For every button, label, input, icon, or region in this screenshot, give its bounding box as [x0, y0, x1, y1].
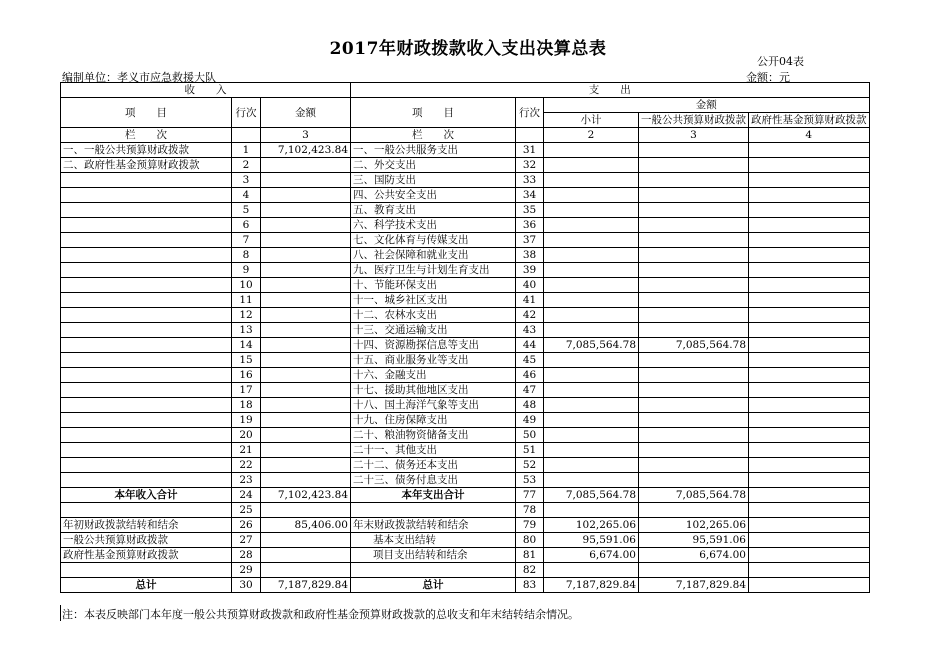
general-budget-cell	[639, 428, 749, 443]
gov-fund-cell	[749, 548, 870, 563]
income-item-cell	[61, 278, 232, 293]
income-amount-cell	[261, 458, 351, 473]
gov-fund-cell	[749, 563, 870, 578]
income-amount-cell	[261, 428, 351, 443]
expense-item-cell: 五、教育支出	[351, 203, 516, 218]
subtotal-cell	[544, 443, 639, 458]
general-budget-cell: 7,085,564.78	[639, 488, 749, 503]
income-item-cell: 本年收入合计	[61, 488, 232, 503]
income-line-cell: 8	[232, 248, 261, 263]
expense-item-cell: 年末财政拨款结转和结余	[351, 518, 516, 533]
income-line-cell: 15	[232, 353, 261, 368]
income-item-cell	[61, 203, 232, 218]
subtotal-cell	[544, 323, 639, 338]
col-index-3: 3	[261, 128, 351, 143]
income-amount-cell	[261, 548, 351, 563]
gov-fund-cell	[749, 383, 870, 398]
income-item-cell	[61, 263, 232, 278]
income-line-cell: 2	[232, 158, 261, 173]
income-amount-cell	[261, 203, 351, 218]
table-row	[61, 578, 870, 593]
table-row	[61, 353, 870, 368]
general-budget-cell	[639, 248, 749, 263]
table-row	[61, 323, 870, 338]
note-left-border	[60, 605, 61, 621]
expense-line-cell: 82	[516, 563, 544, 578]
expense-line-cell: 40	[516, 278, 544, 293]
subtotal-cell	[544, 188, 639, 203]
expense-item-cell: 二十、粮油物资储备支出	[351, 428, 516, 443]
general-budget-cell: 6,674.00	[639, 548, 749, 563]
income-item-cell	[61, 308, 232, 323]
income-amount-cell	[261, 233, 351, 248]
expense-line-cell: 32	[516, 158, 544, 173]
income-item-header: 项 目	[61, 98, 232, 128]
table-row	[61, 368, 870, 383]
expense-item-cell: 三、国防支出	[351, 173, 516, 188]
gov-fund-cell	[749, 188, 870, 203]
income-item-cell: 二、政府性基金预算财政拨款	[61, 158, 232, 173]
general-budget-cell	[639, 503, 749, 518]
subtotal-cell	[544, 353, 639, 368]
income-amount-cell	[261, 158, 351, 173]
income-amount-cell	[261, 383, 351, 398]
subtotal-cell	[544, 203, 639, 218]
income-item-cell	[61, 368, 232, 383]
income-item-cell	[61, 398, 232, 413]
subtotal-cell	[544, 473, 639, 488]
expense-col-label: 栏 次	[351, 128, 516, 143]
income-item-cell	[61, 338, 232, 353]
expense-item-cell: 二十三、债务付息支出	[351, 473, 516, 488]
table-row	[61, 248, 870, 263]
general-budget-cell	[639, 143, 749, 158]
income-line-cell: 18	[232, 398, 261, 413]
table-row	[61, 338, 870, 353]
general-budget-cell	[639, 233, 749, 248]
subtotal-cell	[544, 263, 639, 278]
expense-line-cell: 50	[516, 428, 544, 443]
income-item-cell	[61, 173, 232, 188]
table-row	[61, 518, 870, 533]
expense-line-cell: 35	[516, 203, 544, 218]
income-amount-cell	[261, 503, 351, 518]
expense-line-cell: 46	[516, 368, 544, 383]
footnote: 注：本表反映部门本年度一般公共预算财政拨款和政府性基金预算财政拨款的总收支和年末结转结余情况。	[62, 608, 579, 621]
income-line-cell: 30	[232, 578, 261, 593]
expense-item-cell: 九、医疗卫生与计划生育支出	[351, 263, 516, 278]
table-row	[61, 563, 870, 578]
table-row	[61, 383, 870, 398]
expense-item-cell: 一、一般公共服务支出	[351, 143, 516, 158]
income-amount-cell	[261, 413, 351, 428]
income-amount-cell	[261, 173, 351, 188]
income-line-cell: 24	[232, 488, 261, 503]
gov-fund-cell	[749, 293, 870, 308]
gov-fund-cell	[749, 308, 870, 323]
income-item-cell	[61, 413, 232, 428]
expense-item-cell	[351, 563, 516, 578]
general-budget-cell	[639, 293, 749, 308]
general-budget-cell	[639, 413, 749, 428]
general-budget-cell	[639, 203, 749, 218]
income-amount-cell	[261, 443, 351, 458]
gov-fund-cell	[749, 323, 870, 338]
expense-item-cell: 八、社会保障和就业支出	[351, 248, 516, 263]
income-line-cell: 21	[232, 443, 261, 458]
income-line-cell: 29	[232, 563, 261, 578]
subtotal-cell	[544, 218, 639, 233]
income-line-cell: 16	[232, 368, 261, 383]
income-line-cell: 17	[232, 383, 261, 398]
income-line-header: 行次	[232, 98, 261, 128]
income-amount-cell	[261, 248, 351, 263]
table-row	[61, 488, 870, 503]
subtotal-cell	[544, 143, 639, 158]
expense-item-cell: 本年支出合计	[351, 488, 516, 503]
gov-fund-cell	[749, 158, 870, 173]
expense-item-cell: 二十一、其他支出	[351, 443, 516, 458]
table-row	[61, 443, 870, 458]
expense-line-cell: 48	[516, 398, 544, 413]
income-item-cell: 总计	[61, 578, 232, 593]
gov-fund-cell	[749, 203, 870, 218]
gov-fund-cell	[749, 173, 870, 188]
general-budget-cell	[639, 443, 749, 458]
income-item-cell	[61, 323, 232, 338]
income-item-cell: 政府性基金预算财政拨款	[61, 548, 232, 563]
expense-line-cell: 43	[516, 323, 544, 338]
expense-item-cell: 十五、商业服务业等支出	[351, 353, 516, 368]
income-amount-cell	[261, 473, 351, 488]
income-amount-cell	[261, 188, 351, 203]
income-line-cell: 6	[232, 218, 261, 233]
subtotal-cell	[544, 368, 639, 383]
income-line-cell: 13	[232, 323, 261, 338]
income-line-cell: 26	[232, 518, 261, 533]
income-line-cell: 25	[232, 503, 261, 518]
general-budget-cell	[639, 323, 749, 338]
subtotal-cell	[544, 383, 639, 398]
table-row	[61, 548, 870, 563]
expense-line-cell: 42	[516, 308, 544, 323]
income-line-cell: 28	[232, 548, 261, 563]
income-line-cell: 19	[232, 413, 261, 428]
table-row	[61, 413, 870, 428]
table-row	[61, 158, 870, 173]
income-line-cell: 12	[232, 308, 261, 323]
table-row	[61, 533, 870, 548]
general-budget-cell	[639, 218, 749, 233]
money-unit: 金额：元	[746, 71, 790, 84]
subtotal-cell	[544, 503, 639, 518]
income-line-cell: 7	[232, 233, 261, 248]
gov-fund-cell	[749, 143, 870, 158]
table-row	[61, 143, 870, 158]
income-line-cell: 20	[232, 428, 261, 443]
col-index-3b: 3	[639, 128, 749, 143]
expense-line-cell: 49	[516, 413, 544, 428]
general-budget-cell	[639, 383, 749, 398]
gov-fund-cell	[749, 278, 870, 293]
gov-fund-cell	[749, 428, 870, 443]
income-line-cell: 27	[232, 533, 261, 548]
income-amount-cell	[261, 533, 351, 548]
general-budget-cell: 95,591.06	[639, 533, 749, 548]
expense-line-cell: 78	[516, 503, 544, 518]
table-row	[61, 278, 870, 293]
general-budget-cell	[639, 398, 749, 413]
expense-item-cell: 二十二、债务还本支出	[351, 458, 516, 473]
gov-fund-cell	[749, 263, 870, 278]
expense-item-cell: 二、外交支出	[351, 158, 516, 173]
expense-header: 支 出	[351, 83, 870, 98]
gov-fund-cell	[749, 518, 870, 533]
expense-line-cell: 45	[516, 353, 544, 368]
general-budget-header: 一般公共预算财政拨款	[639, 113, 749, 128]
income-header: 收 入	[61, 83, 351, 98]
general-budget-cell: 7,187,829.84	[639, 578, 749, 593]
expense-line-cell: 39	[516, 263, 544, 278]
income-amount-cell: 7,102,423.84	[261, 143, 351, 158]
income-item-cell	[61, 248, 232, 263]
table-row	[61, 233, 870, 248]
gov-fund-cell	[749, 233, 870, 248]
subtotal-cell	[544, 428, 639, 443]
report-title: 2017年财政拨款收入支出决算总表	[329, 39, 607, 59]
income-amount-cell	[261, 293, 351, 308]
general-budget-cell	[639, 278, 749, 293]
expense-line-cell: 37	[516, 233, 544, 248]
empty-cell	[516, 128, 544, 143]
income-amount-cell	[261, 398, 351, 413]
empty-cell	[232, 128, 261, 143]
expense-line-cell: 41	[516, 293, 544, 308]
income-item-cell	[61, 383, 232, 398]
gov-fund-cell	[749, 473, 870, 488]
expense-item-header: 项 目	[351, 98, 516, 128]
table-row	[61, 188, 870, 203]
income-line-cell: 23	[232, 473, 261, 488]
expense-line-cell: 83	[516, 578, 544, 593]
income-amount-header: 金额	[261, 98, 351, 128]
income-line-cell: 1	[232, 143, 261, 158]
table-row	[61, 173, 870, 188]
table-row	[61, 458, 870, 473]
income-item-cell	[61, 503, 232, 518]
income-amount-cell	[261, 563, 351, 578]
income-line-cell: 3	[232, 173, 261, 188]
subtotal-cell	[544, 398, 639, 413]
subtotal-cell: 6,674.00	[544, 548, 639, 563]
income-item-cell	[61, 293, 232, 308]
income-amount-cell	[261, 353, 351, 368]
expense-line-cell: 52	[516, 458, 544, 473]
expense-item-cell: 十三、交通运输支出	[351, 323, 516, 338]
expense-item-cell: 基本支出结转	[351, 533, 516, 548]
income-amount-cell	[261, 263, 351, 278]
subtotal-cell	[544, 248, 639, 263]
income-item-cell	[61, 563, 232, 578]
income-amount-cell	[261, 218, 351, 233]
gov-fund-cell	[749, 338, 870, 353]
table-row	[61, 503, 870, 518]
expense-line-cell: 81	[516, 548, 544, 563]
subtotal-header: 小计	[544, 113, 639, 128]
expense-item-cell: 六、科学技术支出	[351, 218, 516, 233]
subtotal-cell	[544, 308, 639, 323]
income-line-cell: 10	[232, 278, 261, 293]
subtotal-cell	[544, 158, 639, 173]
expense-line-cell: 79	[516, 518, 544, 533]
expense-line-cell: 44	[516, 338, 544, 353]
general-budget-cell	[639, 563, 749, 578]
subtotal-cell	[544, 233, 639, 248]
income-amount-cell	[261, 338, 351, 353]
general-budget-cell	[639, 473, 749, 488]
income-amount-cell: 85,406.00	[261, 518, 351, 533]
table-row	[61, 218, 870, 233]
gov-fund-cell	[749, 368, 870, 383]
general-budget-cell: 102,265.06	[639, 518, 749, 533]
expense-line-cell: 47	[516, 383, 544, 398]
gov-fund-cell	[749, 413, 870, 428]
gov-fund-cell	[749, 353, 870, 368]
general-budget-cell	[639, 173, 749, 188]
subtotal-cell	[544, 413, 639, 428]
expense-item-cell: 十九、住房保障支出	[351, 413, 516, 428]
income-line-cell: 14	[232, 338, 261, 353]
general-budget-cell	[639, 458, 749, 473]
general-budget-cell	[639, 368, 749, 383]
income-amount-cell: 7,187,829.84	[261, 578, 351, 593]
gov-fund-cell	[749, 533, 870, 548]
expense-item-cell: 四、公共安全支出	[351, 188, 516, 203]
amount-group-header: 金额	[544, 98, 870, 113]
gov-fund-cell	[749, 218, 870, 233]
income-amount-cell	[261, 368, 351, 383]
expense-line-cell: 80	[516, 533, 544, 548]
gov-fund-cell	[749, 578, 870, 593]
income-amount-cell: 7,102,423.84	[261, 488, 351, 503]
income-item-cell: 一般公共预算财政拨款	[61, 533, 232, 548]
income-item-cell: 一、一般公共预算财政拨款	[61, 143, 232, 158]
income-line-cell: 11	[232, 293, 261, 308]
expense-item-cell: 十八、国土海洋气象等支出	[351, 398, 516, 413]
subtotal-cell: 7,085,564.78	[544, 488, 639, 503]
expense-line-cell: 33	[516, 173, 544, 188]
expense-item-cell: 十一、城乡社区支出	[351, 293, 516, 308]
expense-line-cell: 36	[516, 218, 544, 233]
general-budget-cell: 7,085,564.78	[639, 338, 749, 353]
income-item-cell	[61, 458, 232, 473]
gov-fund-cell	[749, 398, 870, 413]
expense-item-cell: 总计	[351, 578, 516, 593]
expense-item-cell	[351, 503, 516, 518]
income-line-cell: 22	[232, 458, 261, 473]
expense-item-cell: 十四、资源勘探信息等支出	[351, 338, 516, 353]
gov-fund-cell	[749, 443, 870, 458]
income-line-cell: 9	[232, 263, 261, 278]
expense-line-cell: 51	[516, 443, 544, 458]
expense-line-cell: 38	[516, 248, 544, 263]
expense-item-cell: 十六、金融支出	[351, 368, 516, 383]
subtotal-cell: 7,085,564.78	[544, 338, 639, 353]
expense-line-header: 行次	[516, 98, 544, 128]
expense-item-cell: 十、节能环保支出	[351, 278, 516, 293]
table-row	[61, 263, 870, 278]
gov-fund-cell	[749, 503, 870, 518]
income-item-cell	[61, 353, 232, 368]
expense-line-cell: 31	[516, 143, 544, 158]
subtotal-cell	[544, 563, 639, 578]
income-amount-cell	[261, 323, 351, 338]
table-row	[61, 203, 870, 218]
subtotal-cell: 102,265.06	[544, 518, 639, 533]
budget-summary-table	[60, 82, 870, 593]
income-item-cell	[61, 443, 232, 458]
table-row	[61, 473, 870, 488]
expense-line-cell: 53	[516, 473, 544, 488]
table-row	[61, 398, 870, 413]
income-amount-cell	[261, 308, 351, 323]
income-line-cell: 5	[232, 203, 261, 218]
general-budget-cell	[639, 308, 749, 323]
subtotal-cell	[544, 458, 639, 473]
general-budget-cell	[639, 263, 749, 278]
income-item-cell	[61, 188, 232, 203]
expense-item-cell: 十二、农林水支出	[351, 308, 516, 323]
income-item-cell: 年初财政拨款结转和结余	[61, 518, 232, 533]
gov-fund-header: 政府性基金预算财政拨款	[749, 113, 870, 128]
expense-item-cell: 十七、援助其他地区支出	[351, 383, 516, 398]
table-row	[61, 293, 870, 308]
subtotal-cell	[544, 278, 639, 293]
general-budget-cell	[639, 158, 749, 173]
income-item-cell	[61, 473, 232, 488]
form-number: 公开04表	[757, 55, 804, 68]
subtotal-cell	[544, 173, 639, 188]
income-line-cell: 4	[232, 188, 261, 203]
general-budget-cell	[639, 188, 749, 203]
general-budget-cell	[639, 353, 749, 368]
gov-fund-cell	[749, 248, 870, 263]
table-row	[61, 428, 870, 443]
gov-fund-cell	[749, 488, 870, 503]
subtotal-cell: 95,591.06	[544, 533, 639, 548]
expense-line-cell: 77	[516, 488, 544, 503]
expense-line-cell: 34	[516, 188, 544, 203]
subtotal-cell: 7,187,829.84	[544, 578, 639, 593]
income-item-cell	[61, 428, 232, 443]
col-index-2: 2	[544, 128, 639, 143]
income-col-label: 栏 次	[61, 128, 232, 143]
income-item-cell	[61, 218, 232, 233]
subtotal-cell	[544, 293, 639, 308]
col-index-4: 4	[749, 128, 870, 143]
income-amount-cell	[261, 278, 351, 293]
expense-item-cell: 七、文化体育与传媒支出	[351, 233, 516, 248]
reporting-unit: 编制单位：孝义市应急救援大队	[62, 71, 216, 84]
table-row	[61, 308, 870, 323]
gov-fund-cell	[749, 458, 870, 473]
expense-item-cell: 项目支出结转和结余	[351, 548, 516, 563]
income-item-cell	[61, 233, 232, 248]
